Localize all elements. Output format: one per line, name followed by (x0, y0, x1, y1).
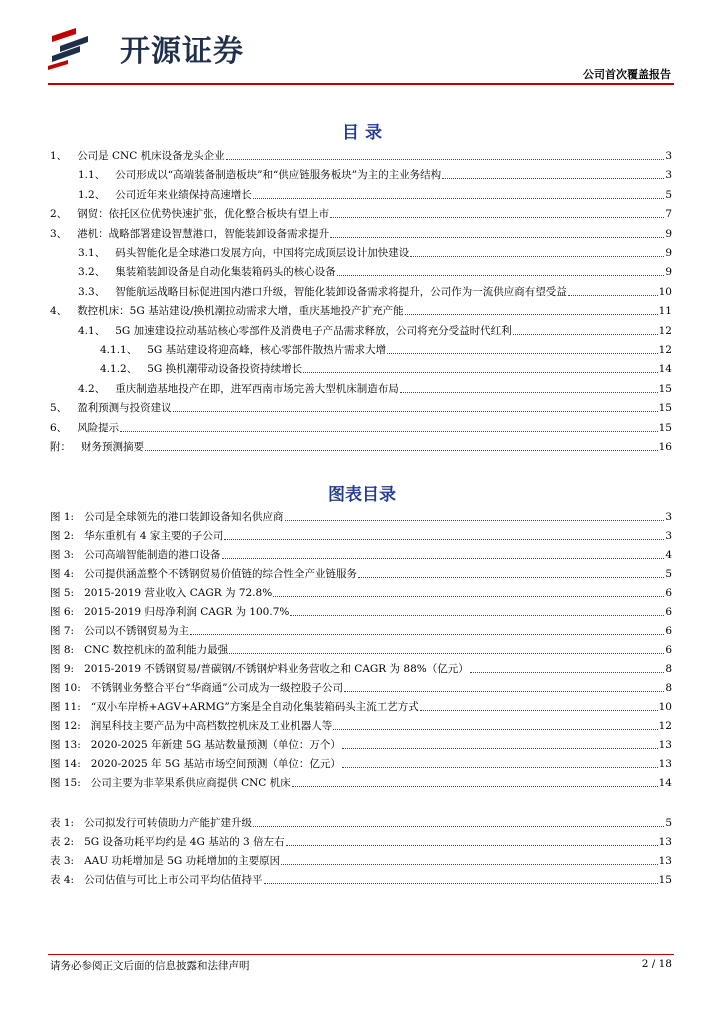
entry-page-number: 6 (665, 606, 672, 618)
entry-number: 表 1: (50, 817, 75, 829)
entry-title: 公司形成以“高端装备制造板块”和“供应链服务板块”为主的主业务结构 (115, 169, 442, 182)
tables-entry[interactable] (50, 812, 672, 830)
toc-entry[interactable] (50, 281, 672, 299)
entry-number: 3.3、 (78, 285, 106, 298)
figures-entry[interactable] (50, 677, 672, 695)
dot-leader (442, 178, 664, 179)
brand-name: 开源证券 (120, 34, 244, 69)
entry-number: 图 12: (50, 720, 81, 732)
figures-entry[interactable] (50, 715, 672, 733)
dot-leader (290, 615, 664, 616)
entry-number: 6、 (50, 421, 68, 434)
figures-entry[interactable] (50, 563, 672, 581)
dot-leader (420, 710, 658, 711)
entry-number: 图 10: (50, 682, 81, 694)
entry-number: 图 4: (50, 568, 75, 580)
dot-leader (342, 767, 658, 768)
toc-entry[interactable] (50, 339, 672, 357)
dot-leader (410, 256, 664, 257)
report-type-label: 公司首次覆盖报告 (583, 68, 671, 81)
entry-title: AAU 功耗增加是 5G 功耗增加的主要原因 (84, 855, 281, 867)
figures-entry[interactable] (50, 525, 672, 543)
entry-title: 重庆制造基地投产在即，进军西南市场完善大型机床制造布局 (115, 382, 399, 395)
entry-page-number: 13 (658, 739, 672, 751)
entry-page-number: 14 (658, 777, 672, 789)
entry-title: 5G 基站建设将迎高峰，核心零部件散热片需求大增 (147, 344, 387, 356)
entry-page-number: 8 (665, 663, 672, 675)
entry-page-number: 6 (665, 625, 672, 637)
entry-number: 表 3: (50, 855, 75, 867)
dot-leader (292, 786, 658, 787)
entry-title: 5G 加速建设拉动基站核心零部件及消费电子产品需求释放，公司将充分受益时代红利 (115, 324, 512, 337)
entry-title: 2015-2019 归母净利润 CAGR 为 100.7% (84, 606, 290, 618)
entry-page-number: 12 (658, 324, 672, 337)
dot-leader (264, 883, 658, 884)
dot-leader (330, 237, 664, 238)
entry-page-number: 12 (658, 720, 672, 732)
entry-title: 华东重机有 4 家主要的子公司 (84, 530, 224, 542)
entry-page-number: 3 (665, 511, 672, 523)
entry-title: 不锈钢业务整合平台“华商通”公司成为一级控股子公司 (90, 682, 343, 694)
entry-page-number: 3 (665, 150, 672, 162)
entry-title: 公司以不锈钢贸易为主 (84, 625, 190, 637)
figures-entry[interactable] (50, 601, 672, 619)
figures-entry[interactable] (50, 506, 672, 524)
entry-title: 风险提示 (77, 421, 120, 434)
dot-leader (342, 748, 658, 749)
dot-leader (145, 450, 658, 451)
toc-entry[interactable] (50, 378, 672, 396)
entry-number: 1、 (50, 150, 68, 162)
entry-number: 1.2、 (78, 188, 106, 201)
entry-number: 4.1.2、 (100, 363, 138, 376)
dot-leader (333, 729, 657, 730)
entry-title: 公司近年来业绩保持高速增长 (115, 188, 252, 201)
entry-number: 图 11: (50, 701, 81, 713)
entry-title: 5G 换机潮带动设备投资持续增长 (147, 363, 303, 376)
dot-leader (273, 596, 664, 597)
figures-entry[interactable] (50, 753, 672, 771)
entry-page-number: 5 (665, 188, 672, 201)
entry-page-number: 13 (658, 855, 672, 867)
dot-leader (358, 577, 664, 578)
entry-number: 图 3: (50, 549, 75, 561)
toc-entry[interactable] (50, 184, 672, 202)
entry-title: 财务预测摘要 (81, 441, 144, 453)
entry-number: 1.1、 (78, 169, 106, 182)
footer-disclaimer: 请务必参阅正文后面的信息披露和法律声明 (50, 960, 250, 972)
entry-number: 3.1、 (78, 247, 106, 259)
entry-page-number: 3 (665, 530, 672, 542)
entry-page-number: 11 (658, 305, 672, 318)
dot-leader (120, 431, 657, 432)
page-indicator: 2 / 18 (641, 958, 672, 970)
entry-number: 图 7: (50, 625, 75, 637)
figures-entry[interactable] (50, 734, 672, 752)
entry-number: 4.2、 (78, 382, 106, 395)
toc-entry[interactable] (50, 145, 672, 163)
toc-entry[interactable] (50, 358, 672, 376)
figures-entry[interactable] (50, 639, 672, 657)
entry-page-number: 13 (658, 836, 672, 848)
toc-entry[interactable] (50, 223, 672, 241)
entry-number: 图 2: (50, 530, 75, 542)
entry-number: 附： (50, 441, 71, 453)
entry-page-number: 15 (658, 382, 672, 395)
dot-leader (224, 539, 664, 540)
figures-entry[interactable] (50, 772, 672, 790)
entry-title: 钢贸：依托区位优势快速扩张，优化整合板块有望上市 (77, 208, 330, 221)
entry-page-number: 15 (658, 402, 672, 415)
dot-leader (400, 392, 658, 393)
entry-title: 盈利预测与投资建议 (77, 402, 172, 415)
entry-number: 图 1: (50, 511, 75, 523)
entry-page-number: 15 (658, 874, 672, 886)
dot-leader (253, 826, 664, 827)
entry-page-number: 13 (658, 758, 672, 770)
logo-mark-icon (46, 22, 110, 70)
entry-title: “双小车岸桥+AGV+ARMG”方案是全自动化集装箱码头主流工艺方式 (90, 701, 419, 713)
tables-entry[interactable] (50, 831, 672, 849)
dot-leader (513, 334, 658, 335)
dot-leader (387, 353, 658, 354)
entry-number: 3、 (50, 227, 68, 240)
entry-page-number: 8 (665, 682, 672, 694)
entry-number: 表 2: (50, 836, 75, 848)
entry-title: 码头智能化是全球港口发展方向，中国将完成顶层设计加快建设 (115, 247, 410, 259)
entry-title: 公司是 CNC 机床设备龙头企业 (77, 150, 225, 162)
entry-number: 图 6: (50, 606, 75, 618)
dot-leader (286, 845, 658, 846)
dot-leader (190, 634, 664, 635)
entry-page-number: 6 (665, 644, 672, 656)
entry-title: 港机：战略部署建设智慧港口，智能装卸设备需求提升 (77, 227, 330, 240)
header-divider (48, 83, 674, 85)
entry-page-number: 10 (658, 285, 672, 298)
entry-page-number: 12 (658, 344, 672, 356)
dot-leader (285, 520, 665, 521)
dot-leader (226, 159, 665, 160)
toc-entry[interactable] (50, 300, 672, 318)
dot-leader (173, 411, 658, 412)
entry-page-number: 9 (665, 266, 672, 279)
footer-divider (48, 954, 674, 955)
dot-leader (330, 217, 664, 218)
entry-page-number: 15 (658, 421, 672, 434)
entry-number: 图 8: (50, 644, 75, 656)
entry-number: 5、 (50, 402, 68, 415)
entry-number: 4.1、 (78, 324, 106, 337)
dot-leader (568, 295, 658, 296)
entry-title: 润星科技主要产品为中高档数控机床及工业机器人等 (90, 720, 333, 732)
dot-leader (344, 691, 664, 692)
entry-title: 公司是全球领先的港口装卸设备知名供应商 (84, 511, 284, 523)
entry-number: 2、 (50, 208, 68, 221)
tables-entry[interactable] (50, 850, 672, 868)
entry-page-number: 10 (658, 701, 672, 713)
entry-number: 图 9: (50, 663, 75, 675)
toc-entry[interactable] (50, 397, 672, 415)
entry-title: 智能航运战略目标促进国内港口升级，智能化装卸设备需求将提升，公司作为一流供应商有望受益 (115, 285, 567, 298)
entry-number: 图 15: (50, 777, 81, 789)
toc-entry[interactable] (50, 203, 672, 221)
tables-entry[interactable] (50, 869, 672, 887)
entry-number: 图 13: (50, 739, 81, 751)
entry-number: 图 14: (50, 758, 81, 770)
entry-title: 5G 设备功耗平均约是 4G 基站的 3 倍左右 (84, 836, 285, 848)
brand-logo (46, 22, 276, 72)
toc-entry[interactable] (50, 164, 672, 182)
entry-page-number: 9 (665, 247, 672, 259)
figures-title: 图表目录 (328, 485, 396, 505)
entry-title: 公司拟发行可转债助力产能扩建升级 (84, 817, 253, 829)
entry-title: 公司主要为非苹果系供应商提供 CNC 机床 (90, 777, 291, 789)
entry-title: 公司高端智能制造的港口设备 (84, 549, 221, 561)
toc-entry[interactable] (50, 320, 672, 338)
dot-leader (222, 558, 665, 559)
dot-leader (337, 275, 665, 276)
entry-title: 公司估值与可比上市公司平均估值持平 (84, 874, 263, 886)
entry-title: 数控机床：5G 基站建设/换机潮拉动需求大增，重庆基地投产扩充产能 (77, 305, 404, 318)
figures-entry[interactable] (50, 658, 672, 676)
toc-entry[interactable] (50, 417, 672, 435)
entry-title: 2020-2025 年 5G 基站市场空间预测（单位：亿元） (90, 758, 341, 770)
figures-entry[interactable] (50, 620, 672, 638)
dot-leader (405, 314, 658, 315)
entry-title: CNC 数控机床的盈利能力最强 (84, 644, 229, 656)
dot-leader (229, 653, 664, 654)
page-header (0, 0, 724, 90)
dot-leader (281, 864, 657, 865)
entry-title: 2015-2019 营业收入 CAGR 为 72.8% (84, 587, 273, 599)
entry-page-number: 5 (665, 568, 672, 580)
entry-number: 图 5: (50, 587, 75, 599)
entry-number: 4、 (50, 305, 68, 318)
figures-entry[interactable] (50, 582, 672, 600)
entry-number: 表 4: (50, 874, 75, 886)
toc-entry[interactable] (50, 242, 672, 260)
entry-page-number: 16 (658, 441, 672, 453)
figures-entry[interactable] (50, 696, 672, 714)
entry-page-number: 3 (665, 169, 672, 182)
entry-page-number: 6 (665, 587, 672, 599)
dot-leader (470, 672, 665, 673)
entry-title: 公司提供涵盖整个不锈钢贸易价值链的综合性全产业链服务 (84, 568, 358, 580)
toc-entry[interactable] (50, 436, 672, 454)
entry-page-number: 9 (665, 227, 672, 240)
entry-page-number: 7 (665, 208, 672, 221)
dot-leader (303, 372, 658, 373)
entry-page-number: 14 (658, 363, 672, 376)
entry-title: 集装箱装卸设备是自动化集装箱码头的核心设备 (115, 266, 336, 279)
entry-page-number: 5 (665, 817, 672, 829)
entry-page-number: 4 (665, 549, 672, 561)
entry-number: 3.2、 (78, 266, 106, 279)
toc-entry[interactable] (50, 261, 672, 279)
toc-title: 目 录 (342, 123, 382, 143)
figures-entry[interactable] (50, 544, 672, 562)
entry-number: 4.1.1、 (100, 344, 138, 356)
entry-title: 2015-2019 不锈钢贸易/普碳钢/不锈钢炉料业务营收之和 CAGR 为 88%（亿元） (84, 663, 469, 675)
dot-leader (253, 198, 665, 199)
entry-title: 2020-2025 年新建 5G 基站数量预测（单位：万个） (90, 739, 341, 751)
